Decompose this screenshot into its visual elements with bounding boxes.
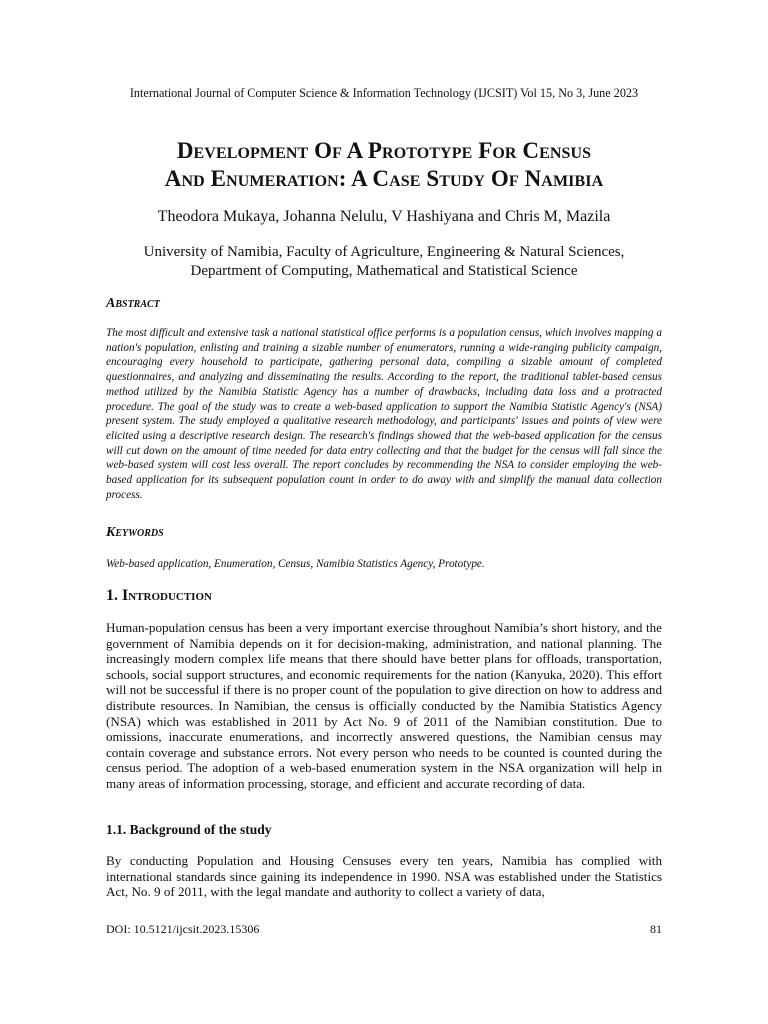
page-number: 81 (650, 922, 662, 936)
running-head: International Journal of Computer Science & Information Technology (IJCSIT) Vol 15, No 3, June 2023 (129, 86, 639, 100)
background-text: By conducting Population and Housing Censuses every ten years, Namibia has complied with international standards since gaining its independence in 1990. NSA was established under the Statistics Act, No. 9 of 2011, with the legal mandate and authority to collect a variety of data, (106, 853, 662, 900)
keywords-heading: Keywords (106, 525, 164, 540)
affiliation (0, 243, 768, 281)
author-list: Theodora Mukaya, Johanna Nelulu, V Hashiyana and Chris M, Mazila (157, 208, 611, 225)
introduction-heading: 1. Introduction (106, 587, 212, 604)
abstract-text: The most difficult and extensive task a national statistical office performs is a population census, which involves mapping a nation's population, enlisting and training a sizable number of enumerators, running a wide-ranging publicity campaign, encouraging every household to participate, gathering personal data, compiling a sizable amount of completed questionnaires, and analyzing and disseminating the results. According to the report, the traditional tablet-based census method utilized by the Namibia Statistic Agency has a number of drawbacks, including data loss and a protracted procedure. The goal of the study was to create a web-based application to support the Namibia Statistic Agency's (NSA) present system. The study employed a qualitative research methodology, and participants' issues and points of view were elicited using a descriptive research design. The research's findings showed that the web-based application for the census will cut down on the amount of time needed for data entry collecting and that the budget for the census will fall since the web-based system will cost less overall. The report concludes by recommending the NSA to consider employing the web-based application for its subsequent population count in order to do away with and simplify the manual data collection process. (106, 327, 662, 501)
abstract-heading: Abstract (106, 296, 160, 311)
affiliation-line-1: University of Namibia, Faculty of Agriculture, Engineering & Natural Sciences, (143, 244, 625, 260)
title-line-2: And Enumeration: A Case Study Of Namibia (164, 166, 604, 191)
paper-title (0, 137, 768, 193)
keywords-text: Web-based application, Enumeration, Census, Namibia Statistics Agency, Prototype. (106, 558, 485, 570)
title-line-1: Development Of A Prototype For Census (176, 138, 592, 163)
introduction-text: Human-population census has been a very important exercise throughout Namibia’s short history, and the government of Namibia depends on it for decision-making, administration, and national planning. The increasingly modern complex life means that there should have better plans for offloads, transportation, schools, social support structures, and economic requirements for the nation (Kanyuka, 2020). This effort will not be successful if there is no proper count of the population to give direction on how to address and distribute resources. In Namibian, the census is officially conducted by the Namibia Statistics Agency (NSA) which was established in 2011 by Act No. 9 of 2011 of the Namibian constitution. Due to omissions, inaccurate enumerations, and incorrectly answered questions, the Namibian census may contain coverage and substance errors. Not every person who needs to be counted is counted during the census period. The adoption of a web-based enumeration system in the NSA organization will help in many areas of information processing, storage, and efficient and accurate recording of data. (106, 620, 662, 791)
doi-footer: DOI: 10.5121/ijcsit.2023.15306 (106, 922, 260, 936)
affiliation-line-2: Department of Computing, Mathematical and Statistical Science (190, 263, 578, 279)
background-heading: 1.1. Background of the study (106, 822, 272, 837)
